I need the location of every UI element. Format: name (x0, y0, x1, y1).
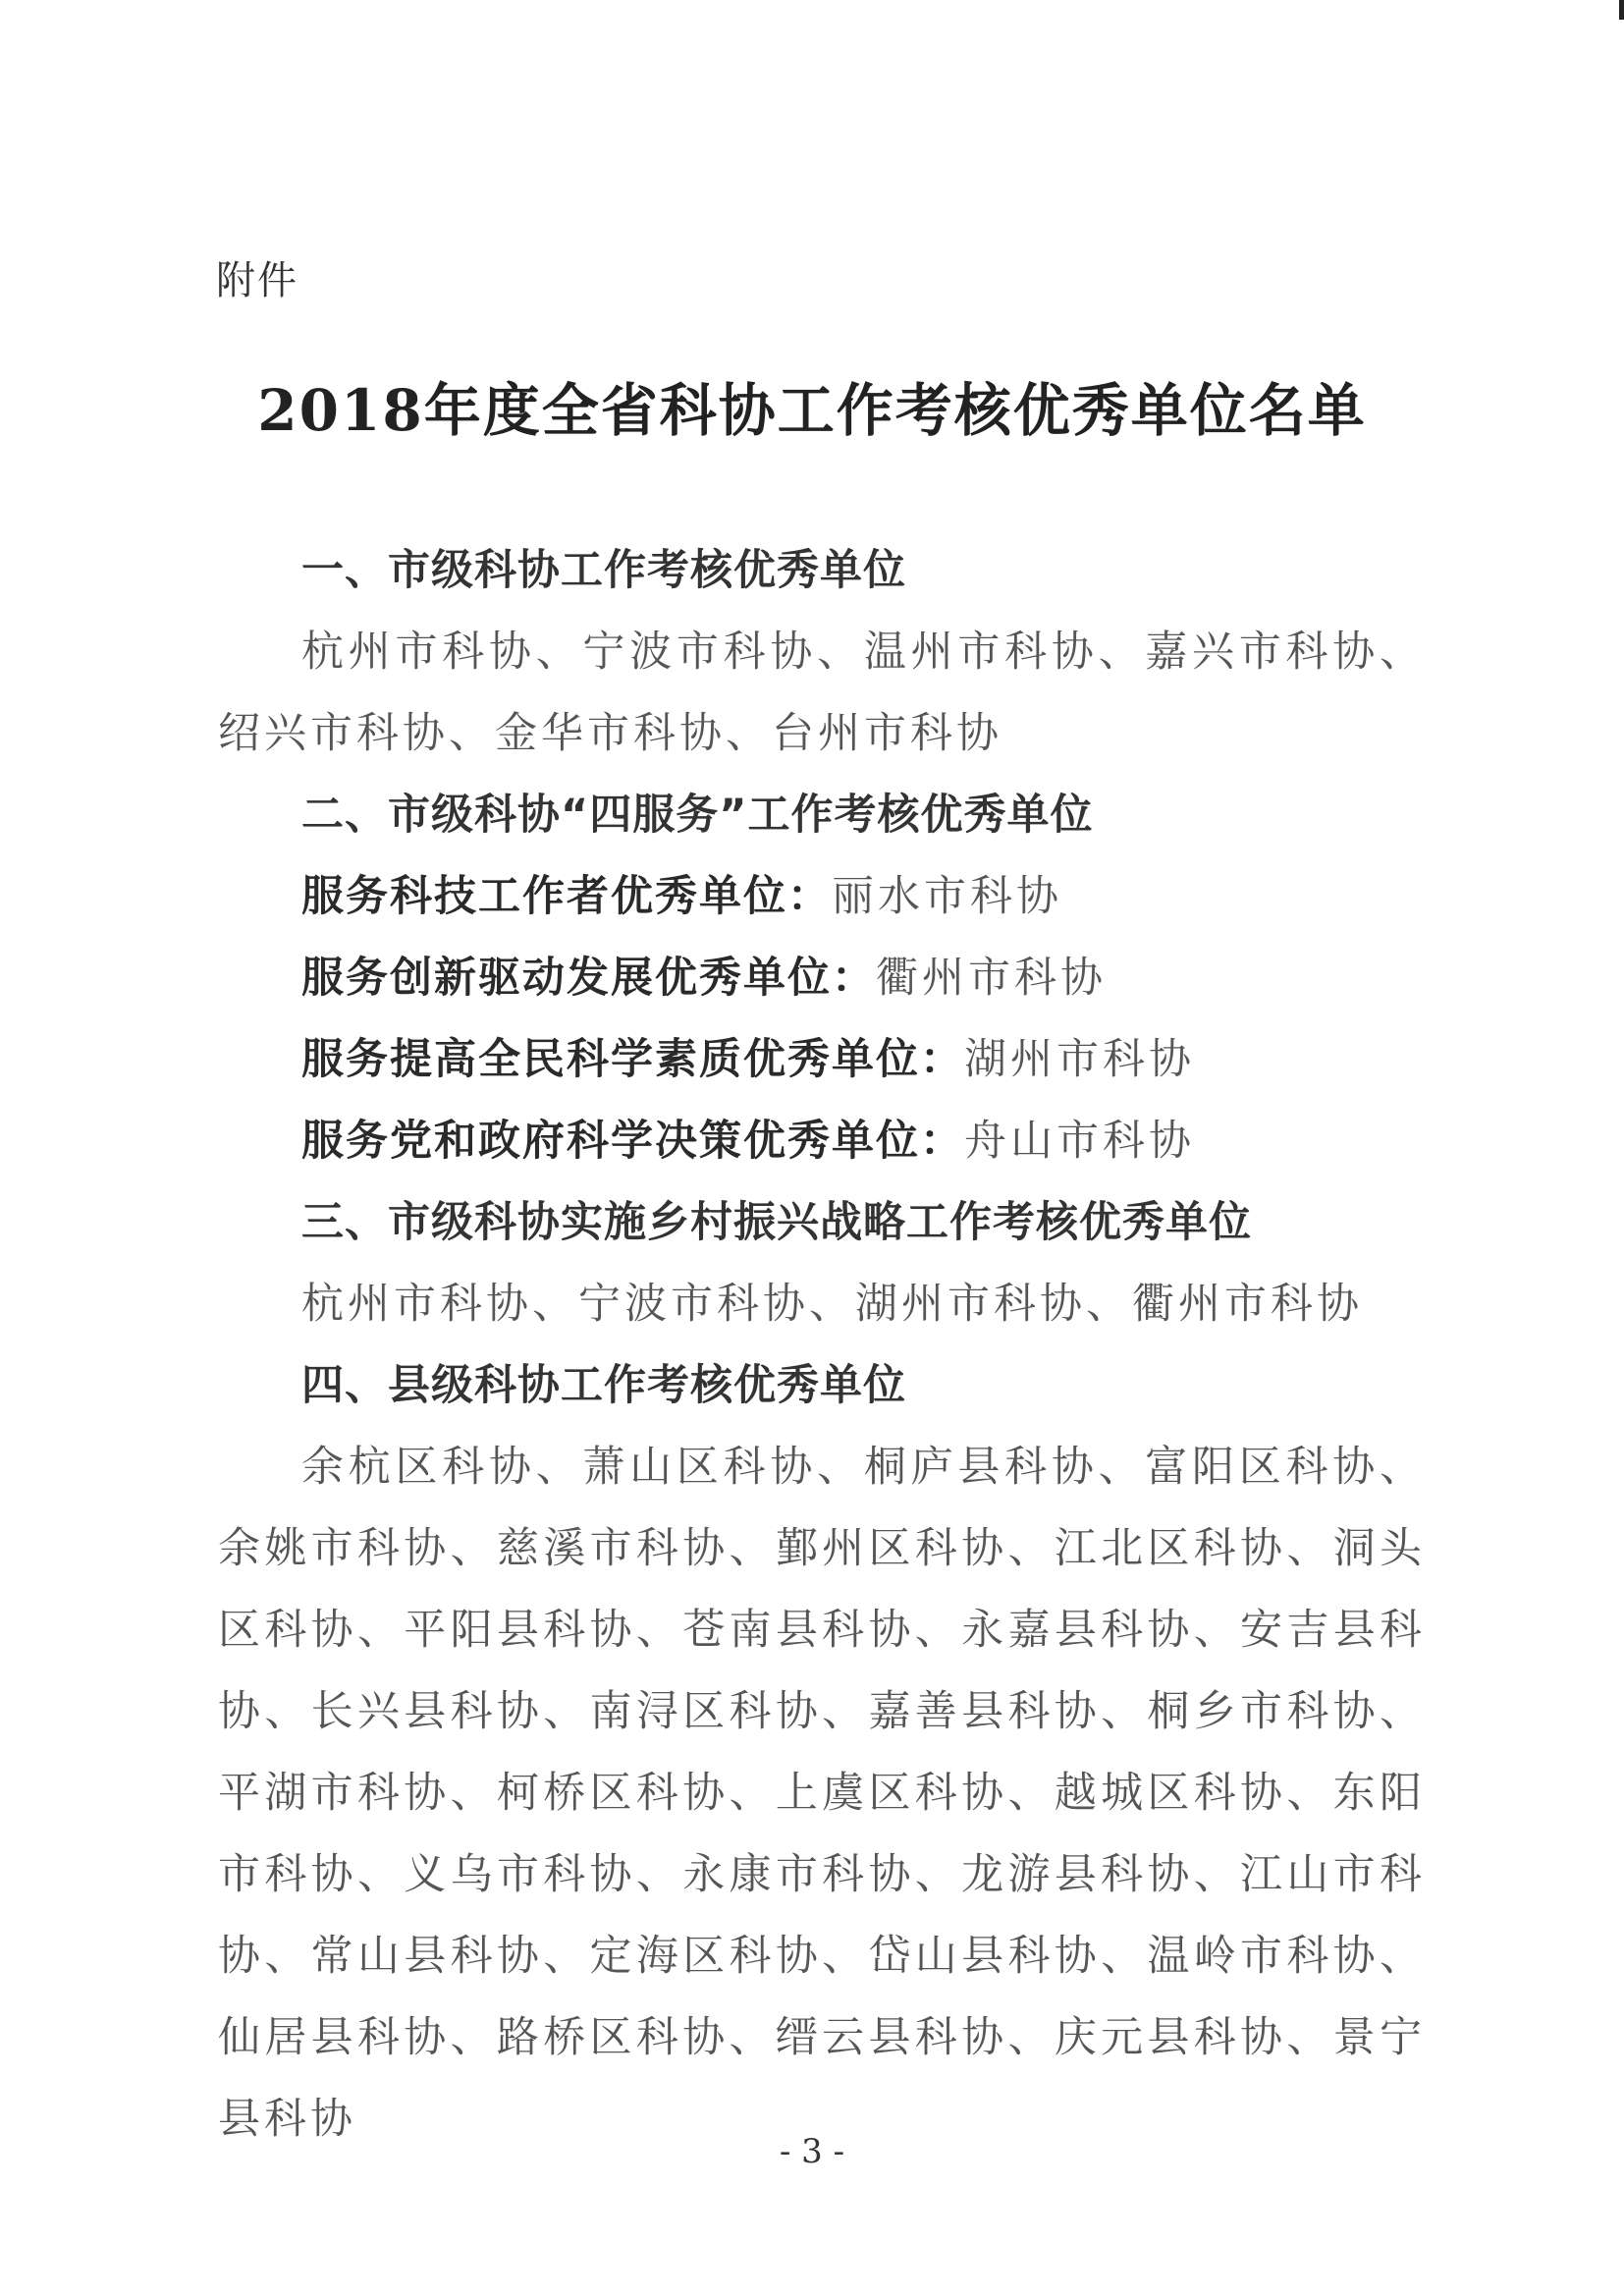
page-number: - 3 - (779, 2132, 845, 2171)
service-label: 服务创新驱动发展优秀单位： (301, 954, 876, 1003)
document-body (218, 530, 1426, 2160)
service-row-sci-workers (218, 856, 1426, 938)
scan-edge-mark (1619, 0, 1624, 20)
service-value: 舟山市科协 (964, 1117, 1195, 1166)
section-body-rural-revitalization: 杭州市科协、宁波市科协、湖州市科协、衢州市科协 (301, 1280, 1363, 1329)
service-value: 湖州市科协 (964, 1035, 1195, 1084)
service-value: 衢州市科协 (876, 954, 1107, 1003)
service-value: 丽水市科协 (832, 872, 1062, 921)
service-label: 服务提高全民科学素质优秀单位： (301, 1035, 964, 1084)
section-heading-county-overall: 四、县级科协工作考核优秀单位 (301, 1361, 906, 1410)
service-label: 服务科技工作者优秀单位： (301, 872, 832, 921)
attachment-label: 附件 (216, 258, 298, 303)
section-heading-four-services: 二、市级科协“四服务”工作考核优秀单位 (301, 791, 1094, 840)
section-heading-city-overall: 一、市级科协工作考核优秀单位 (301, 546, 906, 595)
section-heading-rural-revitalization: 三、市级科协实施乡村振兴战略工作考核优秀单位 (301, 1198, 1252, 1247)
service-label: 服务党和政府科学决策优秀单位： (301, 1117, 964, 1166)
service-row-innovation (218, 938, 1426, 1019)
section-body-county-overall: 余杭区科协、萧山区科协、桐庐县科协、富阳区科协、余姚市科协、慈溪市科协、鄞州区科协、江北区科协、洞头区科协、平阳县科协、苍南县科协、永嘉县科协、安吉县科协、长兴县科协、南浔区科协、嘉善县科协、桐乡市科协、平湖市科协、柯桥区科协、上虞区科协、越城区科协、东阳市科协、义乌市科协、永康市科协、龙游县科协、江山市科协、常山县科协、定海区科协、岱山县科协、温岭市科协、仙居县科协、路桥区科协、缙云县科协、庆元县科协、景宁县科协 (218, 1443, 1426, 2144)
document-title: 2018年度全省科协工作考核优秀单位名单 (257, 377, 1367, 444)
service-row-science-literacy (218, 1019, 1426, 1101)
section-body-city-overall: 杭州市科协、宁波市科协、温州市科协、嘉兴市科协、绍兴市科协、金华市科协、台州市科协 (218, 628, 1426, 758)
service-row-decision-making (218, 1101, 1426, 1182)
